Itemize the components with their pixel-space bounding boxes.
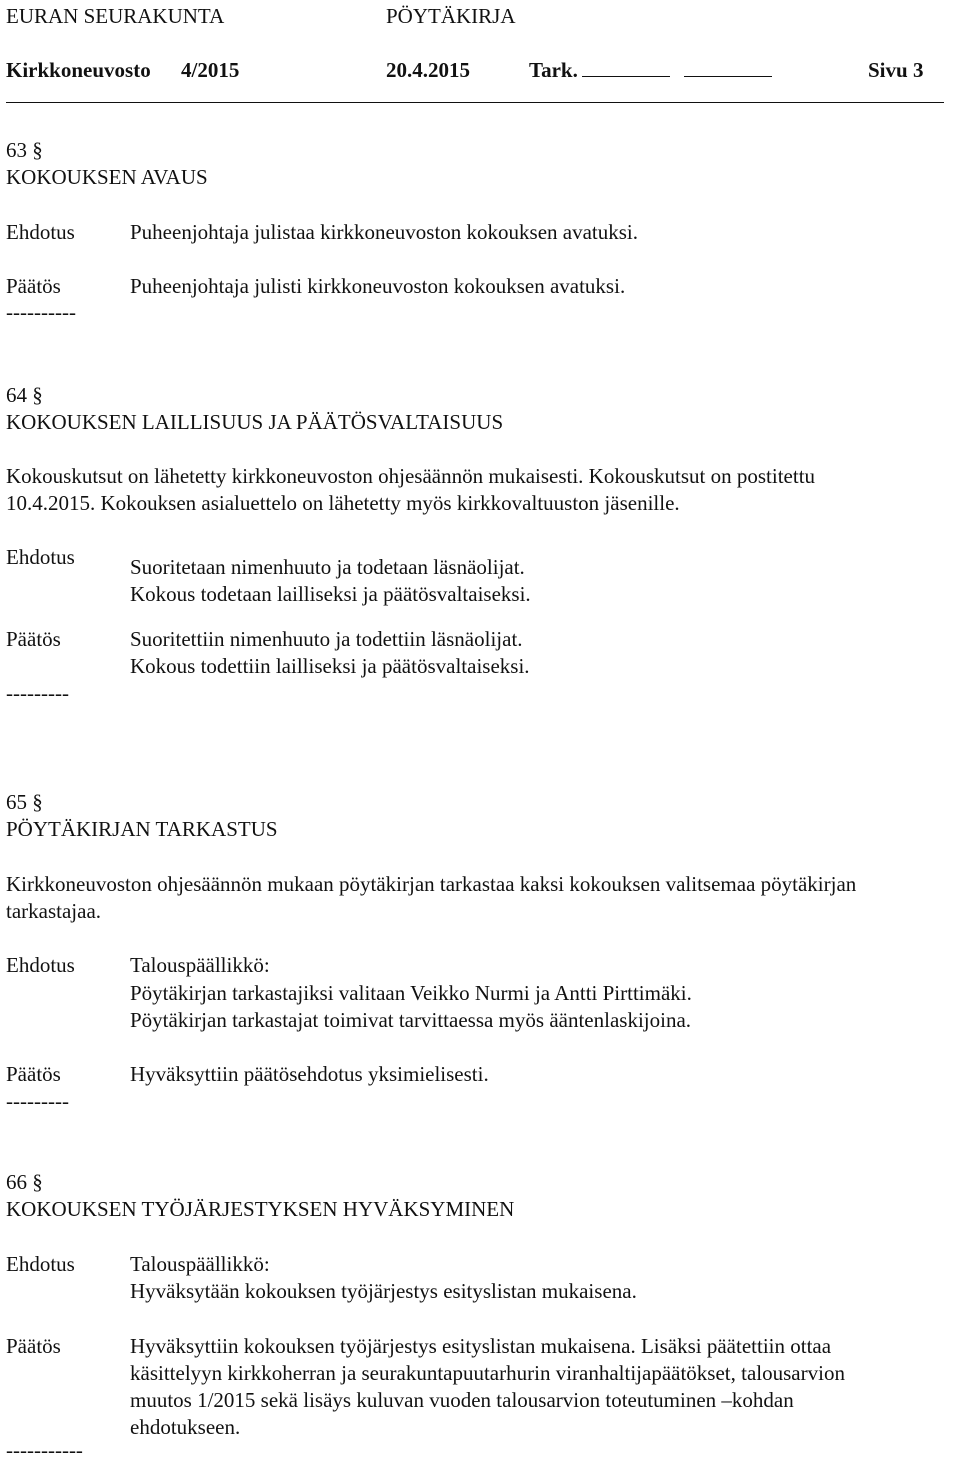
tark-label	[529, 60, 772, 81]
ehdotus-line: Talouspäällikkö:	[130, 953, 270, 977]
body-name: Kirkkoneuvosto	[6, 58, 151, 82]
paatos-label: Päätös	[6, 274, 61, 298]
section-number-text: 64	[6, 383, 27, 407]
ehdotus-line: Hyväksytään kokouksen työjärjestys esityslistan mukaisena.	[130, 1279, 637, 1303]
paatos-label: Päätös	[6, 1334, 61, 1358]
section-number-text: 63	[6, 138, 27, 162]
org-name: EURAN SEURAKUNTA	[6, 4, 225, 28]
paragraph-sign: §	[32, 138, 43, 162]
paatos-line: Suoritettiin nimenhuuto ja todettiin läsnäolijat.	[130, 627, 523, 651]
header-rule	[6, 102, 944, 103]
section-number	[6, 385, 43, 406]
intro-line: Kirkkoneuvoston ohjesäännön mukaan pöytäkirjan tarkastaa kaksi kokouksen valitsemaa pöytäkirjan	[6, 872, 857, 896]
meeting-number: 4/2015	[181, 58, 240, 82]
separator: ---------	[6, 681, 69, 705]
ehdotus-label: Ehdotus	[6, 1252, 75, 1276]
ehdotus-label: Ehdotus	[6, 545, 75, 569]
separator: -----------	[6, 1438, 83, 1462]
section-title: KOKOUKSEN AVAUS	[6, 165, 208, 189]
ehdotus-line: Kokous todetaan lailliseksi ja päätösvaltaiseksi.	[130, 582, 531, 606]
paatos-line: Hyväksyttiin kokouksen työjärjestys esityslistan mukaisena. Lisäksi päätettiin ottaa	[130, 1334, 832, 1358]
paatos-label: Päätös	[6, 627, 61, 651]
section-title: KOKOUKSEN LAILLISUUS JA PÄÄTÖSVALTAISUUS	[6, 410, 504, 434]
paragraph-sign: §	[32, 383, 43, 407]
paatos-line: Kokous todettiin lailliseksi ja päätösvaltaiseksi.	[130, 654, 530, 678]
section-number-text: 66	[6, 1170, 27, 1194]
tark-text: Tark.	[529, 58, 578, 82]
ehdotus-line: Pöytäkirjan tarkastajat toimivat tarvittaessa myös ääntenlaskijoina.	[130, 1008, 692, 1032]
page-number: Sivu 3	[868, 58, 924, 82]
separator: ---------	[6, 1089, 69, 1113]
paatos-line: Hyväksyttiin päätösehdotus yksimielisesti.	[130, 1062, 489, 1086]
section-title: PÖYTÄKIRJAN TARKASTUS	[6, 817, 278, 841]
intro-line: Kokouskutsut on lähetetty kirkkoneuvoston ohjesäännön mukaisesti. Kokouskutsut on postitettu	[6, 464, 816, 488]
section-title: KOKOUKSEN TYÖJÄRJESTYKSEN HYVÄKSYMINEN	[6, 1197, 515, 1221]
paatos-line: muutos 1/2015 sekä lisäys kuluvan vuoden talousarvion toteutuminen –kohdan	[130, 1388, 794, 1412]
intro-line: tarkastajaa.	[6, 899, 102, 923]
ehdotus-line: Suoritetaan nimenhuuto ja todetaan läsnäolijat.	[130, 555, 525, 579]
section-number	[6, 792, 43, 813]
paatos-line: Puheenjohtaja julisti kirkkoneuvoston kokouksen avatuksi.	[130, 274, 626, 298]
paragraph-sign: §	[32, 1170, 43, 1194]
paatos-line: käsittelyyn kirkkoherran ja seurakuntapuutarhurin viranhaltijapäätökset, talousarvion	[130, 1361, 845, 1385]
paatos-label: Päätös	[6, 1062, 61, 1086]
section-number	[6, 140, 43, 161]
paatos-line: ehdotukseen.	[130, 1415, 241, 1439]
ehdotus-line: Puheenjohtaja julistaa kirkkoneuvoston kokouksen avatuksi.	[130, 220, 638, 244]
ehdotus-label: Ehdotus	[6, 220, 75, 244]
ehdotus-line: Pöytäkirjan tarkastajiksi valitaan Veikko Nurmi ja Antti Pirttimäki.	[130, 981, 692, 1005]
paragraph-sign: §	[32, 790, 43, 814]
intro-line: 10.4.2015. Kokouksen asialuettelo on lähetetty myös kirkkovaltuuston jäsenille.	[6, 491, 680, 515]
signature-line	[684, 60, 772, 77]
meeting-date: 20.4.2015	[386, 58, 470, 82]
signature-line	[582, 60, 670, 77]
ehdotus-line: Talouspäällikkö:	[130, 1252, 270, 1276]
section-number	[6, 1172, 43, 1193]
section-number-text: 65	[6, 790, 27, 814]
ehdotus-label: Ehdotus	[6, 953, 75, 977]
doc-type: PÖYTÄKIRJA	[386, 4, 516, 28]
separator: ----------	[6, 300, 76, 324]
